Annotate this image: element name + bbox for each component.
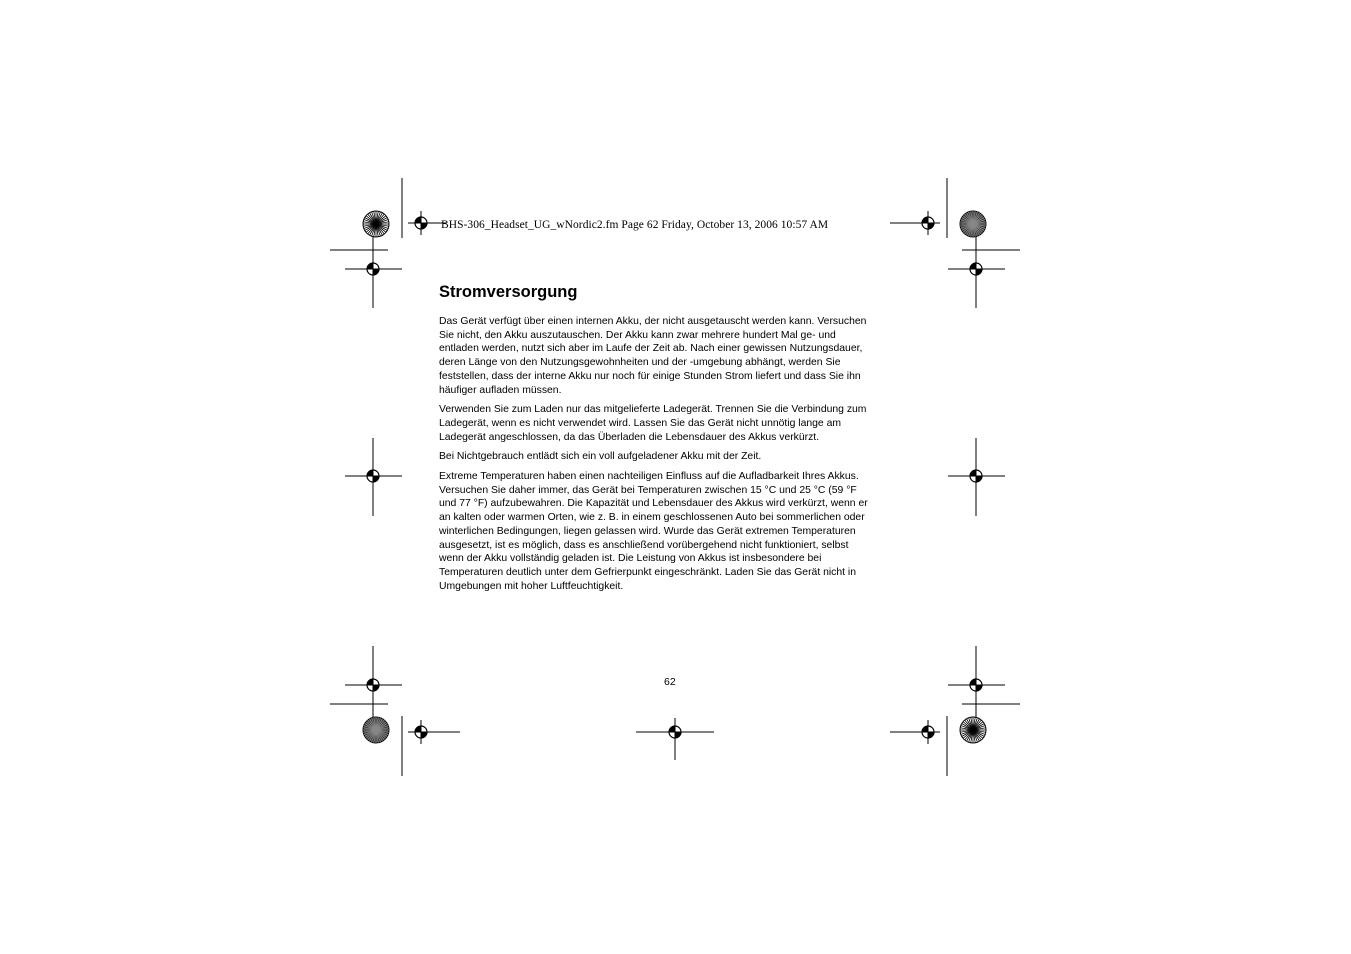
file-info-header: BHS-306_Headset_UG_wNordic2.fm Page 62 Friday, October 13, 2006 10:57 AM bbox=[441, 219, 829, 231]
starburst-mark bbox=[960, 211, 986, 237]
section-title: Stromversorgung bbox=[439, 283, 578, 301]
registration-mark bbox=[361, 257, 385, 281]
paragraph-self-discharge: Bei Nichtgebrauch entlädt sich ein voll aufgeladener Akku mit der Zeit. bbox=[439, 451, 762, 463]
registration-mark bbox=[964, 464, 988, 488]
page-number: 62 bbox=[664, 676, 676, 688]
starburst-mark bbox=[363, 717, 389, 743]
starburst-mark bbox=[363, 211, 389, 237]
registration-mark bbox=[361, 464, 385, 488]
registration-mark bbox=[916, 720, 940, 744]
paragraph-charger-usage: Verwenden Sie zum Laden nur das mitgelieferte Ladegerät. Trennen Sie die Verbindung zum Ladegerät, wenn es nicht verwendet wird. Lassen Sie das Gerät nicht unnötig lange am Ladegerät angeschlossen, da das Überladen die Lebensdauer des Akkus verkürzt. bbox=[439, 404, 867, 443]
paragraph-temperature: Extreme Temperaturen haben einen nachteiligen Einfluss auf die Aufladbarkeit Ihres Akkus. Versuchen Sie daher immer, das Gerät bei Temperaturen zwischen 15 °C und 25 °C (59 °F und 77 °F) aufzubewahren. Die Kapazität und Lebensdauer des Akkus wird verkürzt, wenn er an kalten oder warmen Orten, wie z. B. in einem geschlossenen Auto bei sommerlichen oder winterlichen Bedingungen, liegen gelassen wird. Wurde das Gerät extremen Temperaturen ausgesetzt, ist es möglich, dass es anschließend vorübergehend nicht funktioniert, selbst wenn der Akku vollständig geladen ist. Die Leistung von Akkus ist insbesondere bei Temperaturen deutlich unter dem Gefrierpunkt eingeschränkt. Laden Sie das Gerät nicht in Umgebungen mit hoher Luftfeuchtigkeit. bbox=[439, 471, 868, 592]
registration-mark bbox=[916, 211, 940, 235]
document-body bbox=[439, 282, 909, 599]
registration-mark bbox=[964, 257, 988, 281]
starburst-mark bbox=[960, 717, 986, 743]
registration-mark bbox=[663, 720, 687, 744]
registration-mark bbox=[409, 211, 433, 235]
registration-mark bbox=[409, 720, 433, 744]
registration-mark bbox=[361, 673, 385, 697]
registration-mark bbox=[964, 673, 988, 697]
paragraph-battery-info: Das Gerät verfügt über einen internen Akku, der nicht ausgetauscht werden kann. Versuchen Sie nicht, den Akku auszutauschen. Der Akku kann zwar mehrere hundert Mal ge- und entladen werden, nutzt sich aber im Laufe der Zeit ab. Nach einer gewissen Nutzungsdauer, deren Länge von den Nutzungsgewohnheiten und der -umgebung abhängt, werden Sie feststellen, dass der interne Akku nur noch für einige Stunden Strom liefert und dass Sie ihn häufiger aufladen müssen. bbox=[439, 316, 867, 396]
